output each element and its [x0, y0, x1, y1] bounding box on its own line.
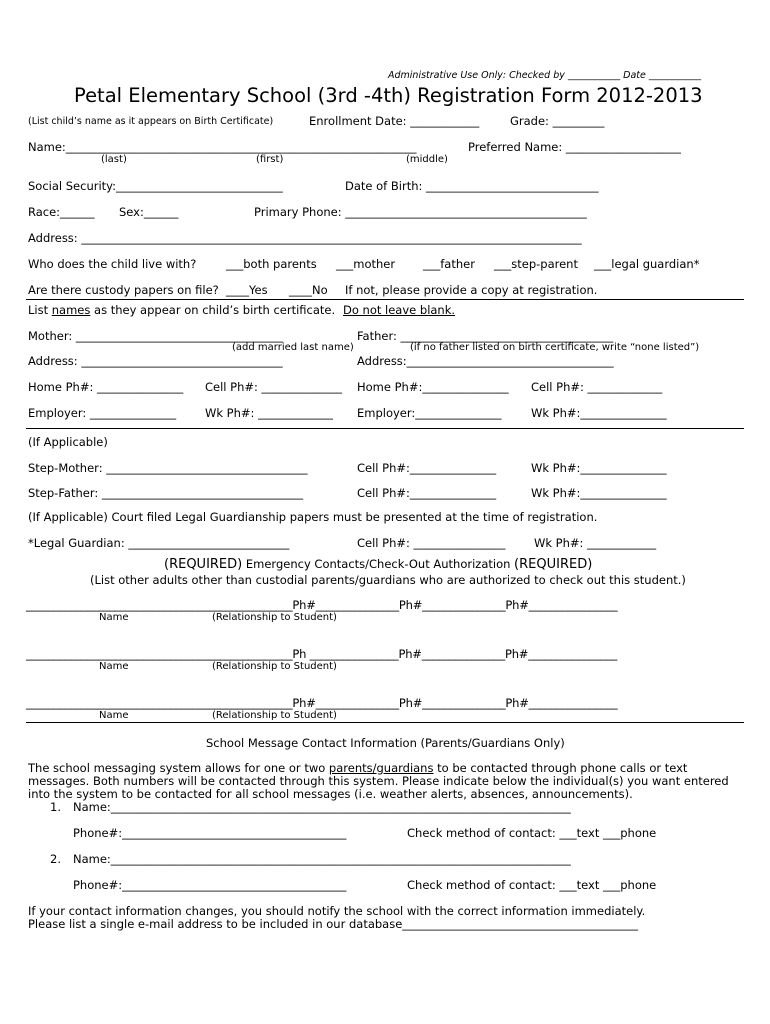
divider	[26, 722, 744, 723]
messaging-text: The school messaging system allows for one or two	[28, 761, 329, 775]
emergency-heading	[164, 558, 592, 571]
address-field[interactable]: Address: _______________________________________________________________________________________	[28, 231, 582, 245]
mother-work-phone-field[interactable]: Wk Ph#: _____________	[205, 406, 333, 420]
emergency-contact-line-1[interactable]: ________________________________________________Ph#_______________Ph#_______________Ph#________________	[26, 598, 618, 612]
name-caption: Name	[99, 710, 129, 721]
custody-question: Are there custody papers on file?	[28, 283, 219, 297]
emergency-contact-line-2[interactable]: ________________________________________________Ph ________________Ph#_______________Ph#________________	[26, 647, 618, 661]
emergency-contact-line-3[interactable]: ________________________________________________Ph#_______________Ph#_______________Ph#________________	[26, 696, 618, 710]
do-not-leave-blank-note: Do not leave blank.	[343, 303, 456, 317]
page-title: Petal Elementary School (3rd -4th) Registration Form 2012-2013	[74, 84, 703, 107]
option-mother[interactable]: ___mother	[336, 257, 396, 271]
mother-cell-phone-field[interactable]: Cell Ph#: ______________	[205, 380, 343, 394]
custody-no-option[interactable]: ____No	[289, 283, 328, 297]
sex-field[interactable]: Sex:______	[119, 205, 179, 219]
messaging-heading: School Message Contact Information (Parents/Guardians Only)	[206, 736, 565, 750]
message-contact-2-name-field[interactable]: Name:________________________________________________________________________________	[73, 852, 571, 866]
last-name-caption: (last)	[101, 154, 127, 165]
step-mother-work-field[interactable]: Wk Ph#:_______________	[531, 461, 667, 475]
step-father-work-field[interactable]: Wk Ph#:_______________	[531, 486, 667, 500]
father-home-phone-field[interactable]: Home Ph#:_______________	[357, 380, 509, 394]
legal-guardian-work-field[interactable]: Wk Ph#: ____________	[534, 536, 657, 550]
message-contact-1-method[interactable]: Check method of contact: ___text ___phone	[407, 826, 657, 840]
relationship-caption: (Relationship to Student)	[212, 710, 337, 721]
primary-phone-field[interactable]: Primary Phone: __________________________________________	[254, 205, 587, 219]
mother-address-field[interactable]: Address: ___________________________________	[28, 354, 283, 368]
name-caption: Name	[99, 661, 129, 672]
names-emphasis: names	[51, 303, 91, 317]
notify-changes-note: If your contact information changes, you should notify the school with the correct information immediately.	[28, 904, 646, 918]
emergency-title: Emergency Contacts/Check-Out Authorization	[245, 557, 511, 571]
father-address-field[interactable]: Address:____________________________________	[357, 354, 614, 368]
messaging-paragraph-line-3: into the system to be contacted for all school messages (i.e. weather alerts, absences, announcements).	[28, 787, 633, 801]
names-instruction-pre: List	[28, 303, 52, 317]
father-employer-field[interactable]: Employer:_______________	[357, 406, 502, 420]
birth-cert-note: (List child’s name as it appears on Birth Certificate)	[28, 116, 274, 127]
required-label: (REQUIRED)	[164, 557, 243, 572]
middle-name-caption: (middle)	[406, 154, 448, 165]
option-step-parent[interactable]: ___step-parent	[494, 257, 578, 271]
step-applicable-label: (If Applicable)	[28, 435, 108, 449]
option-legal-guardian[interactable]: ___legal guardian*	[594, 257, 700, 271]
father-caption: (if no father listed on birth certificate, write “none listed”)	[410, 342, 700, 353]
custody-note: If not, please provide a copy at registration.	[345, 283, 598, 297]
married-name-caption: (add married last name)	[232, 342, 354, 353]
name-caption: Name	[99, 612, 129, 623]
contact-number: 2.	[50, 852, 61, 866]
court-papers-note: (If Applicable) Court filed Legal Guardianship papers must be presented at the time of registration.	[28, 510, 598, 524]
grade-field[interactable]: Grade: _________	[510, 114, 605, 128]
divider	[26, 428, 744, 429]
lives-with-question: Who does the child live with?	[28, 257, 197, 271]
date-of-birth-field[interactable]: Date of Birth: ______________________________	[345, 179, 599, 193]
race-field[interactable]: Race:______	[28, 205, 95, 219]
email-field[interactable]: Please list a single e-mail address to be included in our database_________________________________________	[28, 917, 639, 931]
mother-name-field[interactable]: Mother: ____________________________________	[28, 329, 283, 343]
names-instruction-post: as they appear on child’s birth certificate.	[90, 303, 336, 317]
message-contact-1-name-field[interactable]: Name:________________________________________________________________________________	[73, 800, 571, 814]
legal-guardian-cell-field[interactable]: Cell Ph#: ________________	[357, 536, 506, 550]
mother-home-phone-field[interactable]: Home Ph#: _______________	[28, 380, 184, 394]
required-label: (REQUIRED)	[514, 557, 593, 572]
father-work-phone-field[interactable]: Wk Ph#:_______________	[531, 406, 667, 420]
option-both-parents[interactable]: ___both parents	[226, 257, 317, 271]
emergency-subheading: (List other adults other than custodial parents/guardians who are authorized to check out this student.)	[90, 573, 686, 587]
social-security-field[interactable]: Social Security:_____________________________	[28, 179, 283, 193]
message-contact-2-phone-field[interactable]: Phone#:_______________________________________	[73, 878, 347, 892]
step-father-cell-field[interactable]: Cell Ph#:_______________	[357, 486, 497, 500]
preferred-name-field[interactable]: Preferred Name: ____________________	[468, 140, 681, 154]
child-name-field[interactable]: Name:_____________________________________________________________	[28, 140, 417, 154]
message-contact-1-phone-field[interactable]: Phone#:_______________________________________	[73, 826, 347, 840]
option-father[interactable]: ___father	[423, 257, 475, 271]
mother-employer-field[interactable]: Employer: _______________	[28, 406, 177, 420]
admin-use-line[interactable]: Administrative Use Only: Checked by ___________ Date ___________	[388, 70, 702, 81]
relationship-caption: (Relationship to Student)	[212, 661, 337, 672]
father-cell-phone-field[interactable]: Cell Ph#: _____________	[531, 380, 663, 394]
relationship-caption: (Relationship to Student)	[212, 612, 337, 623]
names-instruction	[28, 305, 335, 317]
divider	[26, 299, 744, 300]
first-name-caption: (first)	[256, 154, 284, 165]
step-mother-field[interactable]: Step-Mother: ___________________________________	[28, 461, 308, 475]
messaging-paragraph-line-2: messages. Both numbers will be contacted through this system. Please indicate below the individual(s) you want entered	[28, 774, 729, 788]
father-name-field[interactable]: Father: _____________________________________	[357, 329, 614, 343]
enrollment-date-field[interactable]: Enrollment Date: ____________	[309, 114, 480, 128]
messaging-paragraph-line-1	[28, 763, 687, 775]
step-mother-cell-field[interactable]: Cell Ph#:_______________	[357, 461, 497, 475]
parents-guardians-emphasis: parents/guardians	[328, 761, 434, 775]
step-father-field[interactable]: Step-Father: ___________________________________	[28, 486, 304, 500]
custody-yes-option[interactable]: ____Yes	[226, 283, 268, 297]
contact-number: 1.	[50, 800, 61, 814]
message-contact-2-method[interactable]: Check method of contact: ___text ___phone	[407, 878, 657, 892]
legal-guardian-field[interactable]: *Legal Guardian: ____________________________	[28, 536, 290, 550]
messaging-text: to be contacted through phone calls or text	[433, 761, 688, 775]
